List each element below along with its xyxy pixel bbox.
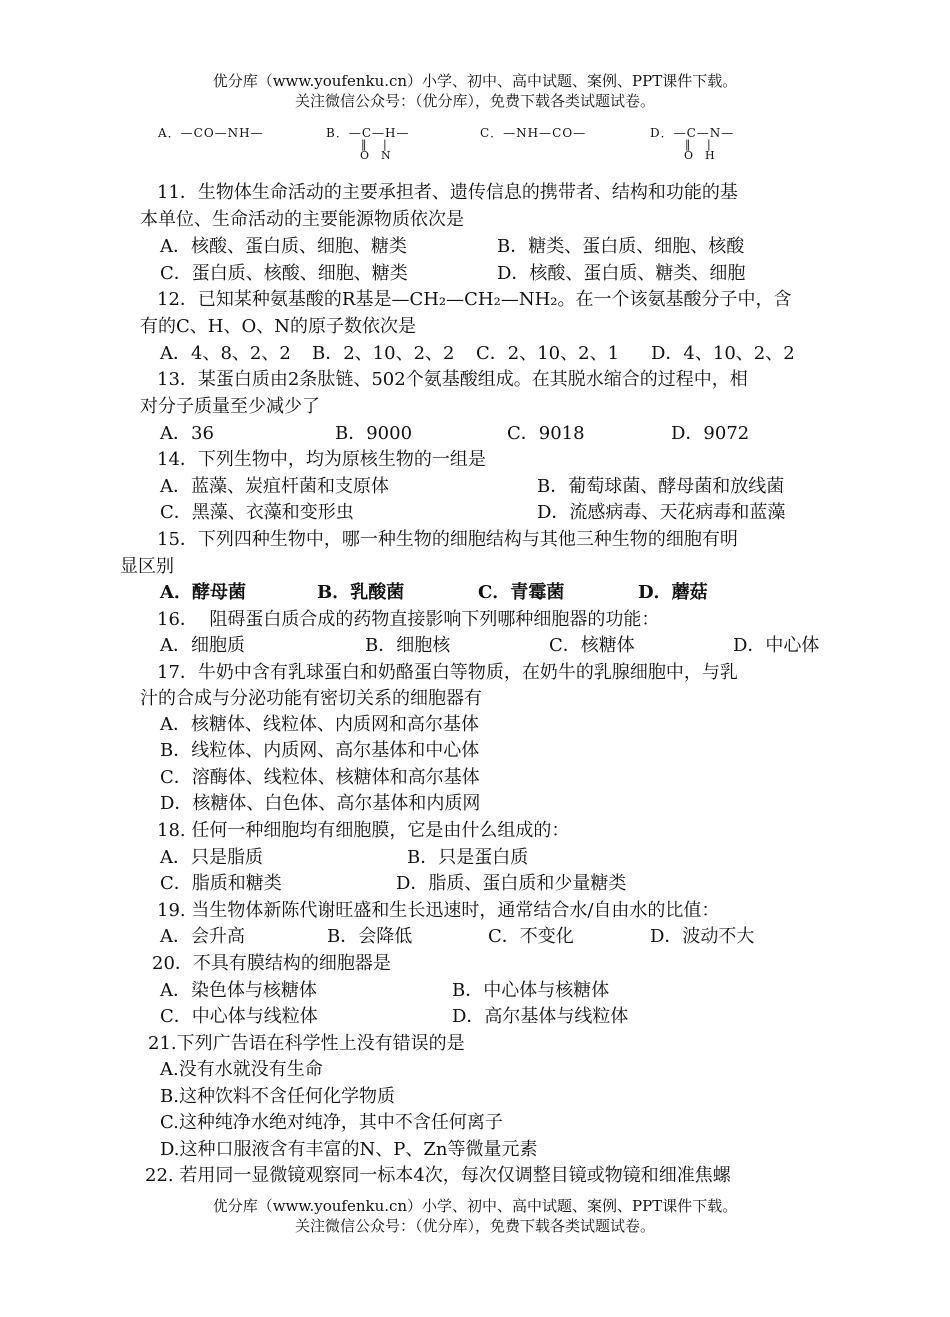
formula-options: [158, 124, 798, 164]
option-d: D．波动不大: [650, 926, 755, 947]
question-stem: 汁的合成与分泌功能有密切关系的细胞器有: [140, 688, 482, 709]
option-b: B．线粒体、内质网、高尔基体和中心体: [160, 740, 480, 761]
formula-option-c: C．—NH—CO—: [480, 126, 587, 140]
header-line-2: 关注微信公众号：（优分库），免费下载各类试题试卷。: [294, 92, 655, 110]
formula-option-b: B．—C—H— ‖ | O N: [326, 126, 410, 162]
option-b: B.这种饮料不含任何化学物质: [160, 1086, 395, 1107]
question-stem: 22. 若用同一显微镜观察同一标本4次，每次仅调整目镜或物镜和细准焦螺: [145, 1165, 731, 1186]
question-stem: 显区别: [120, 556, 174, 577]
option-b: B．会降低: [327, 926, 413, 947]
question-stem: 21.下列广告语在科学性上没有错误的是: [148, 1033, 465, 1054]
double-bond-icon: ‖: [685, 138, 691, 151]
option-b: B．中心体与核糖体: [452, 980, 610, 1001]
footer-line-2: 关注微信公众号：（优分库），免费下载各类试题试卷。: [294, 1217, 655, 1235]
question-stem: 13．某蛋白质由2条肽链、502个氨基酸组成。在其脱水缩合的过程中，相: [157, 369, 748, 390]
option-b: B．葡萄球菌、酵母菌和放线菌: [537, 476, 785, 497]
question-stem: 对分子质量至少减少了: [140, 396, 320, 417]
option-b: B．乳酸菌: [317, 582, 405, 603]
question-stem: 17．牛奶中含有乳球蛋白和奶酪蛋白等物质，在奶牛的乳腺细胞中，与乳: [157, 662, 738, 683]
option-a: A．36: [160, 423, 214, 444]
option-a: A．细胞质: [160, 635, 245, 656]
option-d: D.这种口服液含有丰富的N、P、Zn等微量元素: [160, 1139, 538, 1160]
option-d: D．4、10、2、2: [651, 343, 795, 364]
option-c: C．蛋白质、核酸、细胞、糖类: [160, 263, 408, 284]
option-c: C．溶酶体、线粒体、核糖体和高尔基体: [160, 767, 480, 788]
single-bond-icon: |: [383, 138, 387, 151]
option-c: C．9018: [507, 423, 585, 444]
option-c: C．黑藻、衣藻和变形虫: [160, 502, 354, 523]
question-stem: 15．下列四种生物中，哪一种生物的细胞结构与其他三种生物的细胞有明: [157, 529, 738, 550]
option-b: B．9000: [335, 423, 413, 444]
question-stem: 16． 阻碍蛋白质合成的药物直接影响下列哪种细胞器的功能：: [157, 609, 660, 630]
option-a: A．4、8、2、2: [160, 343, 291, 364]
option-c: C．青霉菌: [478, 582, 565, 603]
option-d: D．脂质、蛋白质和少量糖类: [396, 873, 627, 894]
option-d: D．高尔基体与线粒体: [452, 1006, 629, 1027]
question-stem: 11．生物体生命活动的主要承担者、遗传信息的携带者、结构和功能的基: [157, 182, 738, 203]
header-line-1: 优分库（www.youfenku.cn）小学、初中、高中试题、案例、PPT课件下载。: [212, 72, 738, 90]
option-a: A．酵母菌: [160, 582, 246, 603]
option-d: D．蘑菇: [638, 582, 708, 603]
option-b: B．细胞核: [365, 635, 451, 656]
double-bond-icon: ‖: [361, 138, 367, 151]
option-a: A.没有水就没有生命: [160, 1059, 323, 1080]
option-c: C．核糖体: [549, 635, 635, 656]
option-a: A．核糖体、线粒体、内质网和高尔基体: [160, 714, 479, 735]
option-c: C．2、10、2、1: [476, 343, 620, 364]
single-bond-icon: |: [707, 138, 711, 151]
option-a: A．蓝藻、炭疽杆菌和支原体: [160, 476, 389, 497]
option-a: A．核酸、蛋白质、细胞、糖类: [160, 236, 407, 257]
question-stem: 18. 任何一种细胞均有细胞膜，它是由什么组成的：: [157, 820, 570, 841]
option-d: D．核糖体、白色体、高尔基体和内质网: [160, 793, 481, 814]
option-d: D．核酸、蛋白质、糖类、细胞: [497, 263, 746, 284]
option-a: A．会升高: [160, 926, 245, 947]
option-c: C．不变化: [488, 926, 574, 947]
question-stem: 19. 当生物体新陈代谢旺盛和生长迅速时，通常结合水/自由水的比值：: [157, 900, 720, 921]
question-stem: 14．下列生物中，均为原核生物的一组是: [157, 449, 486, 470]
formula-option-d: D．—C—N— ‖ | O H: [650, 126, 735, 162]
option-d: D．流感病毒、天花病毒和蓝藻: [537, 502, 786, 523]
option-d: D．9072: [671, 423, 750, 444]
formula-option-a: A．—CO—NH—: [158, 126, 264, 140]
option-b: B．糖类、蛋白质、细胞、核酸: [497, 236, 745, 257]
option-b: B．只是蛋白质: [407, 847, 529, 868]
question-stem: 12．已知某种氨基酸的R基是—CH₂—CH₂—NH₂。在一个该氨基酸分子中，含: [157, 289, 792, 310]
option-c: C．中心体与线粒体: [160, 1006, 318, 1027]
question-stem: 有的C、H、O、N的原子数依次是: [140, 316, 416, 337]
footer-line-1: 优分库（www.youfenku.cn）小学、初中、高中试题、案例、PPT课件下载。: [212, 1197, 738, 1215]
option-c: C．脂质和糖类: [160, 873, 282, 894]
option-d: D．中心体: [733, 635, 820, 656]
question-stem: 20．不具有膜结构的细胞器是: [152, 953, 391, 974]
option-a: A．染色体与核糖体: [160, 980, 317, 1001]
option-c: C.这种纯净水绝对纯净，其中不含任何离子: [160, 1112, 503, 1133]
question-stem: 本单位、生命活动的主要能源物质依次是: [140, 209, 464, 230]
option-a: A．只是脂质: [160, 847, 263, 868]
option-b: B．2、10、2、2: [312, 343, 455, 364]
